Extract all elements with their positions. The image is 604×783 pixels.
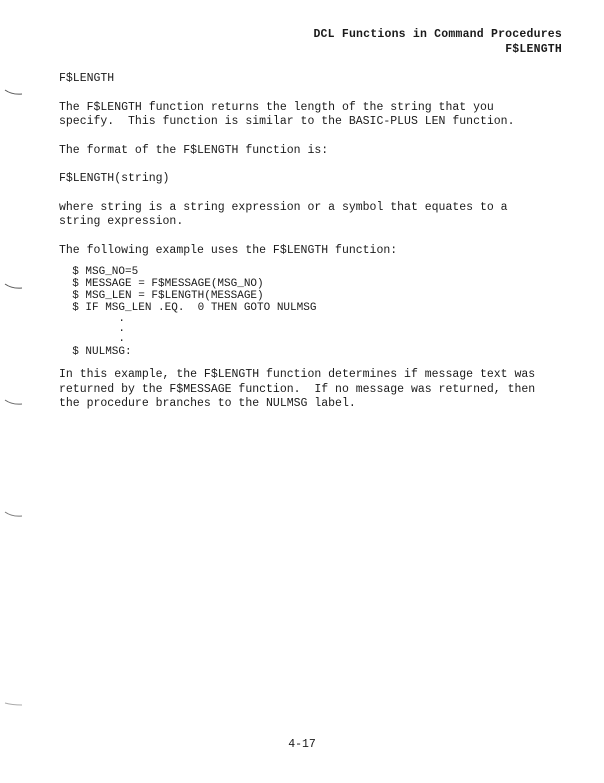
intro-line-1: The F$LENGTH function returns the length of the string that you: [59, 100, 494, 114]
margin-scan-mark: [4, 510, 24, 518]
code-line: $ MESSAGE = F$MESSAGE(MSG_NO): [59, 278, 264, 290]
where-line-2: string expression.: [59, 215, 184, 228]
code-line: $ MSG_NO=5: [59, 266, 139, 278]
code-ellipsis-dot: .: [59, 323, 126, 335]
code-ellipsis-dot: .: [59, 313, 126, 325]
header-section-title: F$LENGTH: [505, 43, 562, 56]
where-line-1: where string is a string expression or a symbol that equates to a: [59, 200, 508, 214]
explanation-line-1: In this example, the F$LENGTH function determines if message text was: [59, 368, 536, 381]
margin-scan-mark: [4, 282, 24, 290]
code-ellipsis-dot: .: [59, 333, 126, 345]
running-header: [313, 27, 562, 57]
explanation-line-2: returned by the F$MESSAGE function. If no message was returned, then: [59, 382, 536, 396]
format-label: The format of the F$LENGTH function is:: [59, 143, 329, 157]
intro-line-2: specify. This function is similar to the BASIC-PLUS LEN function.: [59, 115, 515, 128]
header-chapter-title: DCL Functions in Command Procedures: [313, 28, 562, 41]
code-line: $ IF MSG_LEN .EQ. 0 THEN GOTO NULMSG: [59, 302, 317, 314]
margin-scan-mark: [4, 88, 24, 96]
explanation-line-3: the procedure branches to the NULMSG label.: [59, 397, 356, 410]
page-number: 4-17: [288, 738, 316, 751]
format-syntax: F$LENGTH(string): [59, 172, 170, 185]
code-line: $ MSG_LEN = F$LENGTH(MESSAGE): [59, 290, 264, 302]
section-body: [59, 72, 564, 412]
code-label-line: $ NULMSG:: [59, 346, 132, 358]
code-example: [59, 266, 564, 358]
margin-scan-mark: [4, 700, 24, 708]
section-title: F$LENGTH: [59, 72, 115, 85]
margin-scan-mark: [4, 398, 24, 406]
example-intro: The following example uses the F$LENGTH function:: [59, 243, 398, 257]
